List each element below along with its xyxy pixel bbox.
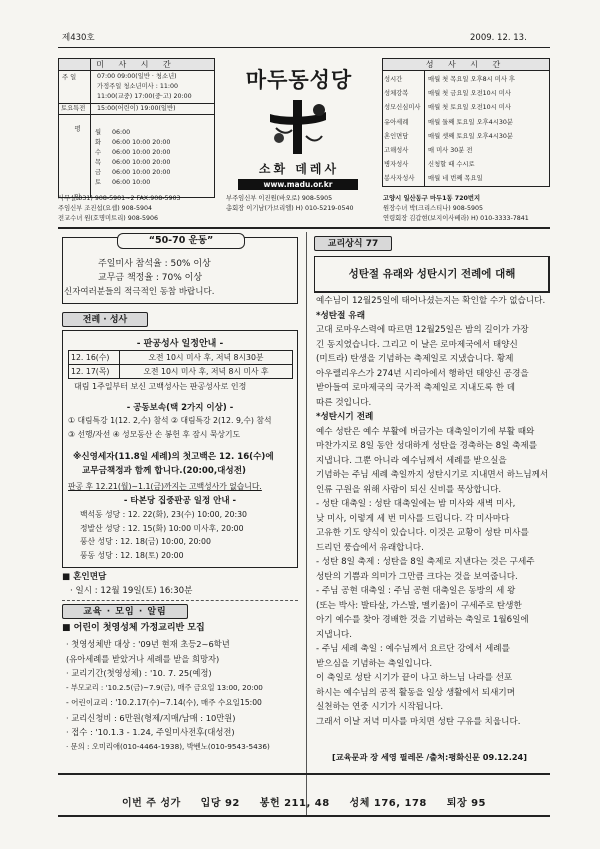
mass-line: 11:00(교중) 17:00(중·고) 20:00 [97, 93, 192, 100]
weekday-times: 06:00 06:00 10:00 20:00 06:00 10:00 20:00 06:00 10:00 20:00 06:00 10:00 20:00 06:00 10:00 [112, 129, 171, 186]
mass-line: 07:00 09:00(일반 · 청소년) [97, 73, 177, 80]
weekday-days: 월 화 수 목 금 토 [95, 129, 102, 186]
sacrament-time-title: 성 사 시 간 [383, 59, 549, 71]
column-divider [306, 232, 307, 817]
website-link[interactable]: www.madu.or.kr [238, 179, 358, 190]
marriage-title: ■ 혼인면담 [62, 572, 107, 582]
mass-line: 15:00(어린이) 19:00(일반) [97, 105, 176, 112]
list-item: - 부모교리 : '10.2.5(금)~7.9(금), 매주 금요일 13:00, 20:00 [66, 683, 263, 693]
mass-saturday-label: 토요특전 [61, 105, 86, 112]
doctrine-title: 성탄절 유래와 성탄시기 전례에 대해 [348, 268, 516, 280]
campaign-line: 교무금 책정율 : 70% 이상 [98, 273, 203, 283]
church-subtitle: 소화 데레사 [258, 162, 340, 176]
list-item: · 첫영성체반 대상 : '09년 현재 초등2~6학년 [66, 639, 230, 649]
tithe-line: ③ 선행/자선 ④ 성모동산 손 봉헌 후 잠시 묵상기도 [68, 430, 241, 439]
weekday-label: 평 일 [73, 125, 80, 230]
doctrine-body: 예수님이 12월25일에 태어나셨는지는 확인할 수가 없습니다. *성탄절 유래 고대 로마우스력에 따르면 12월25일은 밤의 길이가 가장 긴 동지였습니다. 그리고 이 날은 로마제국에서 태양신 (미트라) 탄생을 기념하는 축제일로 지냈습니다. 황제 아우렐리우스가 274년 시리아에서 행하던 태양신 공경을 받아들여 로마제국의 국가적 축제일로 지내도록 한 데 따른 것입니다. *성탄시기 전례 예수 성탄은 예수 부활에 버금가는 대축일이기에 부활 때와 마찬가지로 8일 동안 성대하게 성탄을 경축하는 8일 축제를 지냅니다. 그뿐 아니라 예수님께서 세례를 받으실을 기념하는 주님 세례 축일까지 성탄시기로 지내면서 하느님께서 인류 구원을 위해 사람이 되신 신비를 묵상합니다. - 성탄 대축일 : 성탄 대축일에는 밤 미사와 새벽 미사, 낮 미사, 이렇게 세 번 미사를 드립니다. 각 미사마다 고유한 기도 양식이 있습니다. 이것은 교황이 성탄 미사를 드리던 풍습에서 유래합니다. - 성탄 8일 축제 : 성탄을 8일 축제로 지낸다는 것은 구세주 성탄의 기쁨과 의미가 그만큼 크다는 것을 보여줍니다. - 주님 공현 대축일 : 주님 공현 대축일은 동방의 세 왕 (또는 박사: 발타살, 가스발, 멜키올)이 구세주로 탄생한 아기 예수를 찾아 경배한 것을 기념하는 축일로 1월6일에 지냅니다. - 주님 세례 축일 : 예수님께서 요르단 강에서 세례를 받으심을 기념하는 축일입니다. 이 축일로 성탄 시기가 끝이 나고 하느님 나라를 선포 하시는 예수님의 공적 활동을 일상 생활에서 되새기며 실천하는 연중 시기가 시작됩니다. 그래서 이날 저녁 미사를 마치면 성탄 구유를 치웁니다. [316, 296, 549, 727]
sacrament-row: 봉사자성사 매월 네 번째 목요일 [384, 175, 483, 183]
sacrament-row: 성시간 매월 첫 목요일 오후8시 미사 후 [384, 76, 516, 83]
contacts-left: 사무실:031) 908-5901~2 FAX:908-5903 주임신부 조진섭(요셉) 908-5904 전교수녀 원(호명미트리) 908-5906 [58, 195, 181, 222]
marriage-detail: · 일시 : 12월 19일(토) 16:30분 [70, 586, 193, 596]
issue-number: 제430호 [62, 33, 95, 43]
list-item: · 교리기간(첫영성체) : '10. 7. 25(예정) [66, 668, 212, 679]
sacrament-row: 유아세례 매월 둘째 토요일 오후4시30분 [384, 118, 513, 126]
table-row: 12. 16(수) 오전 10시 미사 후, 저녁 8시30분 [69, 351, 293, 365]
sacrament-list [384, 73, 515, 187]
sacrament-row: 성모신심미사 매월 첫 토요일 오전10시 미사 [384, 104, 511, 112]
cross-logo-icon [262, 98, 332, 156]
list-item: 풍동 성당 : 12. 18(토) 20:00 [80, 550, 184, 560]
notice-line: 판공 후 12.21(월)~1.1(금)까지는 고백성사가 없습니다. [68, 482, 262, 491]
contacts-middle: 부주임신부 이진원(바오로) 908-5905 총회장 이기남(가브리엘) H) 010-5219-0540 [226, 195, 354, 212]
campaign-title: “50-70 운동” [117, 233, 245, 249]
list-item: 풍산 성당 : 12. 18(금) 10:00, 20:00 [80, 537, 211, 546]
list-item: 백석동 성당 : 12. 22(화), 23(수) 10:00, 20:30 [80, 510, 248, 519]
liturgy-tag: 전례 · 성사 [62, 312, 148, 327]
doctrine-tag: 교리상식 77 [314, 236, 392, 251]
tithe-title: - 공동보속(택 2가지 이상) - [126, 403, 234, 413]
sacrament-row: 고해성사 매 미사 30분 전 [384, 147, 473, 155]
top-rule [58, 47, 550, 48]
tithe-line: ① 대림특강 1(12. 2,수) 참석 ② 대림특강 2(12. 9,수) 참석 [68, 416, 272, 425]
confession-table [68, 350, 293, 379]
sacrament-row: 혼인면담 매월 셋째 토요일 오후4시30분 [384, 132, 513, 140]
mass-time-title: 미 사 시 간 [59, 59, 214, 71]
hymn-footer: 이번 주 성가 입당 92 봉헌 211, 48 성체 176, 178 퇴장 95 [121, 798, 487, 809]
list-item: - 어린이교리 : '10.2.17(수)~7.14(수), 매주 수요일15:00 [66, 697, 262, 707]
list-item: (유아세례를 받았거나 세례를 받을 희망자) [66, 653, 220, 664]
list-item: · 교리신청비 : 6만원(형제/지매/남매 : 10만원) [66, 712, 236, 723]
campaign-line: 주일미사 참석율 : 50% 이상 [98, 259, 211, 269]
list-item: · 접수 : '10.1.3 - 1.24, 주일미사전후(대성전) [66, 727, 235, 738]
contacts-right: 고양시 일산동구 마두1동 720번지 원장수녀 박(크리스티나) 908-5905 연령회장 김갑현(보지이사베라) H) 010-3333-7841 [383, 195, 529, 222]
education-title: ■ 어린이 첫영성체 가정교리반 모집 [62, 623, 205, 633]
district-list [80, 508, 247, 562]
mass-line: 가정주일 청소년미사 : 11:00 [97, 83, 179, 90]
education-tag: 교육 · 모임 · 알림 [62, 604, 188, 619]
notice-line: ※신영세자(11.8일 세례)의 첫고백은 12. 16(수)에 [73, 452, 274, 462]
sacrament-row: 성체강복 매월 첫 금요일 오전10시 미사 [384, 90, 511, 98]
district-title: - 타본당 집중판공 일정 안내 - [123, 496, 237, 506]
list-item: · 문의 : 오미리애(010-4464-1938), 박벤노(010-9543-5436) [66, 741, 270, 751]
table-row: 12. 17(목) 오전 10시 미사 후, 저녁 8시 미사 후 [69, 365, 293, 379]
issue-date: 2009. 12. 13. [470, 33, 527, 43]
campaign-line: 신자여러분들의 적극적인 동참 바랍니다. [64, 287, 215, 297]
confession-title: - 판공성사 일정안내 - [136, 339, 224, 349]
notice-line: 교무금책정과 함께 합니다.(20:00,대성전) [82, 466, 246, 476]
doctrine-source: [교육문과 장 세영 필레몬 /출처:평화신문 09.12.24] [332, 752, 527, 762]
education-list [66, 637, 270, 755]
mass-sunday-label: 주 일 [62, 74, 77, 81]
sacrament-row: 병자성사 신청할 때 수시로 [384, 161, 475, 169]
list-item: 정발산 성당 : 12. 15(화) 10:00 미사후, 20:00 [80, 523, 244, 533]
confession-note: 대림 1주일부터 보신 고백성사는 판공성사로 인정 [74, 382, 247, 391]
church-name: 마두동성당 [245, 68, 353, 92]
